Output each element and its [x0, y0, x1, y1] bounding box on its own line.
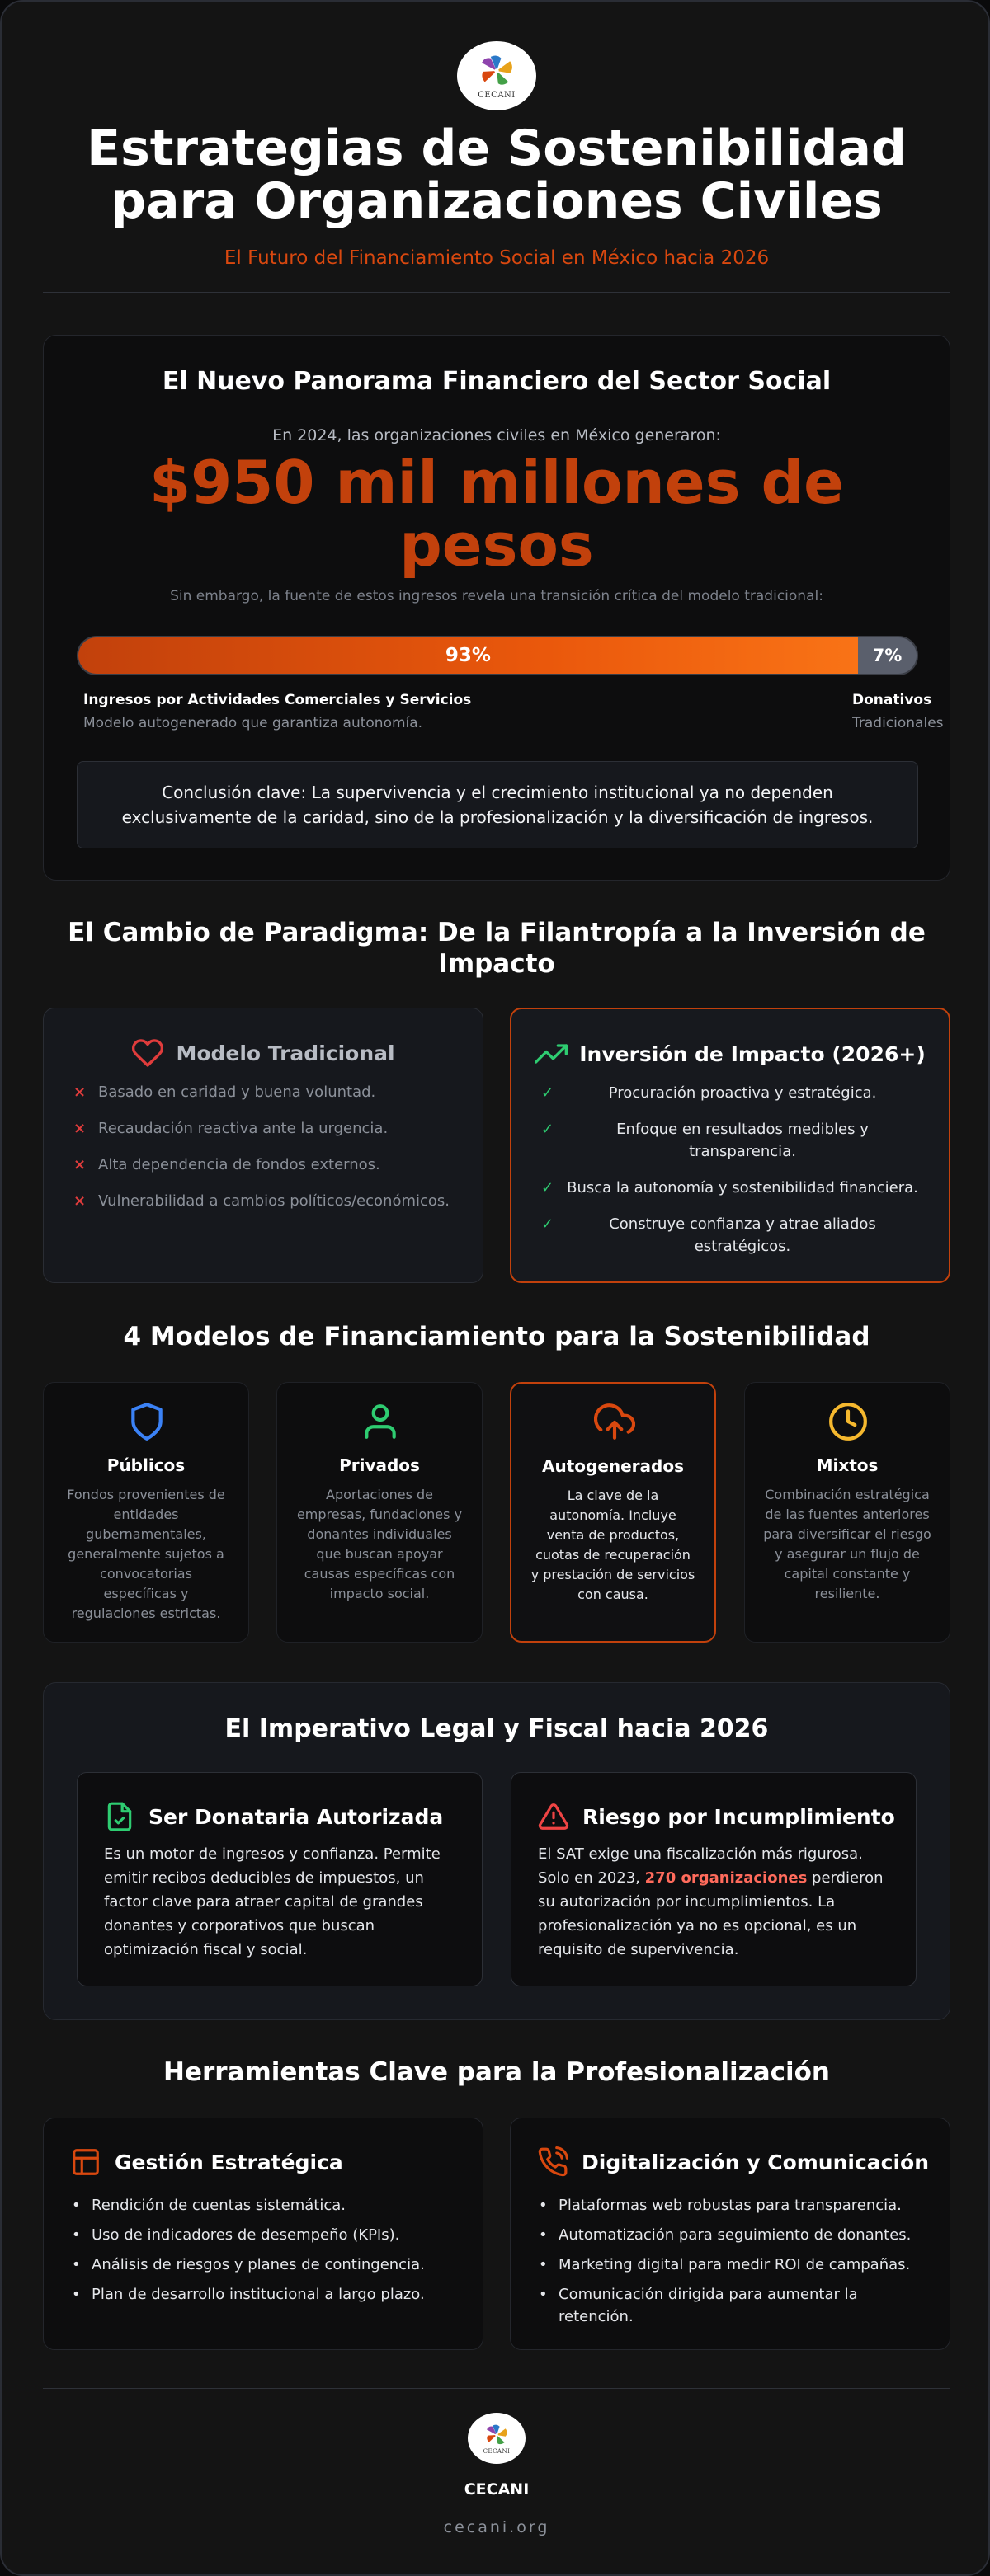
list-item: • Uso de indicadores de desempeño (KPIs).	[68, 2224, 458, 2246]
list-item	[73, 1154, 453, 1176]
digitalization-heading: Digitalización y Comunicación	[537, 2146, 929, 2178]
donataria-heading: Ser Donataria Autorizada	[104, 1801, 443, 1832]
model-card-mixtos	[744, 1382, 950, 1643]
trending-up-icon	[535, 1037, 568, 1070]
heart-icon	[131, 1037, 164, 1069]
list-item	[73, 1117, 453, 1140]
traditional-model-list	[73, 1081, 453, 1226]
commercial-income-label: Ingresos por Actividades Comerciales y Servicios Modelo autogenerado que garantiza autonomía.	[83, 692, 472, 731]
list-item	[541, 1118, 919, 1163]
logo-wordmark: CECANI	[478, 91, 516, 100]
list-item: • Plan de desarrollo institucional a largo plazo.	[68, 2283, 458, 2306]
list-item-text: Procuración proactiva y estratégica.	[608, 1084, 877, 1102]
impact-investment-card	[510, 1008, 950, 1283]
warning-icon	[538, 1801, 569, 1832]
check-icon: ✓	[541, 1179, 554, 1196]
list-item: • Análisis de riesgos y planes de contingencia.	[68, 2254, 458, 2276]
list-item-text: Basado en caridad y buena voluntad.	[98, 1084, 376, 1101]
model-title: Mixtos	[816, 1455, 879, 1475]
strategic-management-heading: Gestión Estratégica	[70, 2146, 343, 2178]
cross-icon: ×	[73, 1084, 87, 1101]
strategic-management-list	[68, 2194, 458, 2313]
list-item: • Marketing digital para medir ROI de campañas.	[535, 2254, 925, 2276]
donations-segment: 7%	[858, 637, 917, 674]
list-item: • Rendición de cuentas sistemática.	[68, 2194, 458, 2216]
list-item: • Automatización para seguimiento de donantes.	[535, 2224, 925, 2246]
check-icon: ✓	[541, 1215, 554, 1233]
revoked-count: 270 organizaciones	[644, 1869, 808, 1887]
page-title: Estrategias de Sostenibilidad para Organizaciones Civiles	[87, 120, 907, 230]
panorama-title: El Nuevo Panorama Financiero del Sector Social	[162, 367, 832, 396]
clock-icon	[827, 1401, 869, 1442]
model-description: Aportaciones de empresas, fundaciones y donantes individuales que buscan apoyar causas específicas con impacto social.	[296, 1487, 463, 1601]
models-title: 4 Modelos de Financiamiento para la Sostenibilidad	[123, 1322, 870, 1351]
pinwheel-logo-icon	[474, 52, 519, 90]
paradigm-title: El Cambio de Paradigma: De la Filantropía a la Inversión de Impacto	[68, 918, 926, 979]
model-title: Autogenerados	[541, 1456, 685, 1476]
list-item-text: Vulnerabilidad a cambios políticos/económicos.	[98, 1192, 450, 1210]
list-item-text: Construye confianza y atrae aliados estratégicos.	[609, 1215, 876, 1255]
list-item	[541, 1177, 919, 1199]
financial-panorama-panel	[43, 335, 950, 881]
traditional-model-heading: Modelo Tradicional	[44, 1037, 483, 1069]
model-description: Fondos provenientes de entidades gubernamentales, generalmente sujetos a convocatorias específicas y regulaciones estrictas.	[67, 1487, 225, 1621]
panorama-note: Sin embargo, la fuente de estos ingresos revela una transición crítica del modelo tradicional:	[170, 588, 823, 604]
donataria-card	[77, 1772, 483, 1986]
risk-card	[511, 1772, 917, 1986]
revenue-amount: $950 mil millones de pesos	[149, 448, 844, 580]
cecani-logo	[457, 41, 536, 110]
legal-title: El Imperativo Legal y Fiscal hacia 2026	[224, 1714, 769, 1743]
strategic-management-card	[43, 2118, 483, 2350]
model-description: La clave de la autonomía. Incluye venta de productos, cuotas de recuperación y prestación de servicios con causa.	[530, 1488, 695, 1602]
divider	[43, 292, 950, 293]
digitalization-list	[535, 2194, 925, 2335]
model-card-autogenerados	[510, 1382, 716, 1643]
model-title: Públicos	[106, 1455, 186, 1475]
impact-investment-list	[541, 1082, 919, 1272]
phone-call-icon	[537, 2146, 568, 2178]
pinwheel-logo-icon	[482, 2423, 512, 2447]
cross-icon: ×	[73, 1192, 87, 1210]
list-item: • Plataformas web robustas para transparencia.	[535, 2194, 925, 2216]
income-split-bar	[77, 636, 918, 675]
model-description: Combinación estratégica de las fuentes anteriores para diversificar el riesgo y asegurar un flujo de capital constante y resiliente.	[763, 1487, 931, 1601]
list-item	[73, 1190, 453, 1212]
tools-title: Herramientas Clave para la Profesionalización	[163, 2057, 830, 2087]
model-title: Privados	[339, 1455, 420, 1475]
check-icon: ✓	[541, 1084, 554, 1102]
list-item-text: Enfoque en resultados medibles y transparencia.	[616, 1121, 869, 1160]
footer-logo	[468, 2413, 526, 2464]
layout-icon	[70, 2146, 101, 2178]
file-check-icon	[104, 1801, 135, 1832]
impact-investment-heading: Inversión de Impacto (2026+)	[512, 1037, 949, 1070]
check-icon: ✓	[541, 1121, 554, 1138]
list-item	[541, 1213, 919, 1257]
list-item	[541, 1082, 919, 1104]
cloud-upload-icon	[594, 1402, 635, 1443]
donations-label: Donativos Tradicionales	[852, 692, 944, 731]
cross-icon: ×	[73, 1156, 87, 1173]
page-subtitle: El Futuro del Financiamiento Social en México hacia 2026	[224, 247, 770, 269]
commercial-income-segment: 93%	[78, 637, 858, 674]
traditional-model-card	[43, 1008, 483, 1283]
donataria-body: Es un motor de ingresos y confianza. Permite emitir recibos deducibles de impuestos, un factor clave para atraer capital de grandes donantes y corporativos que buscan optimización fiscal y social.	[104, 1845, 441, 1958]
list-item-text: Alta dependencia de fondos externos.	[98, 1156, 380, 1173]
risk-body: El SAT exige una fiscalización más rigurosa. Solo en 2023, 270 organizaciones perdieron su autorización por incumplimientos. La profesionalización ya no es opcional, es un requisito de supervivencia.	[538, 1845, 884, 1958]
cross-icon: ×	[73, 1120, 87, 1137]
legal-fiscal-panel	[43, 1682, 950, 2020]
list-item-text: Recaudación reactiva ante la urgencia.	[98, 1120, 389, 1137]
model-card-publicos	[43, 1382, 249, 1643]
risk-heading: Riesgo por Incumplimiento	[538, 1801, 895, 1832]
user-icon	[360, 1401, 401, 1442]
model-card-privados	[276, 1382, 483, 1643]
shield-icon	[126, 1401, 167, 1442]
logo-wordmark: CECANI	[483, 2447, 511, 2455]
footer-divider	[43, 2388, 950, 2389]
list-item-text: Busca la autonomía y sostenibilidad financiera.	[567, 1179, 918, 1196]
footer-url-link[interactable]: cecani.org	[443, 2518, 550, 2536]
list-item: • Comunicación dirigida para aumentar la retención.	[535, 2283, 925, 2328]
key-conclusion: Conclusión clave: La supervivencia y el crecimiento institucional ya no dependen exclusivamente de la caridad, sino de la profesionalización y la diversificación de ingresos.	[77, 761, 918, 848]
digitalization-card	[510, 2118, 950, 2350]
list-item	[73, 1081, 453, 1103]
footer-name: CECANI	[464, 2480, 530, 2498]
panorama-lead: En 2024, las organizaciones civiles en México generaron:	[272, 426, 721, 444]
